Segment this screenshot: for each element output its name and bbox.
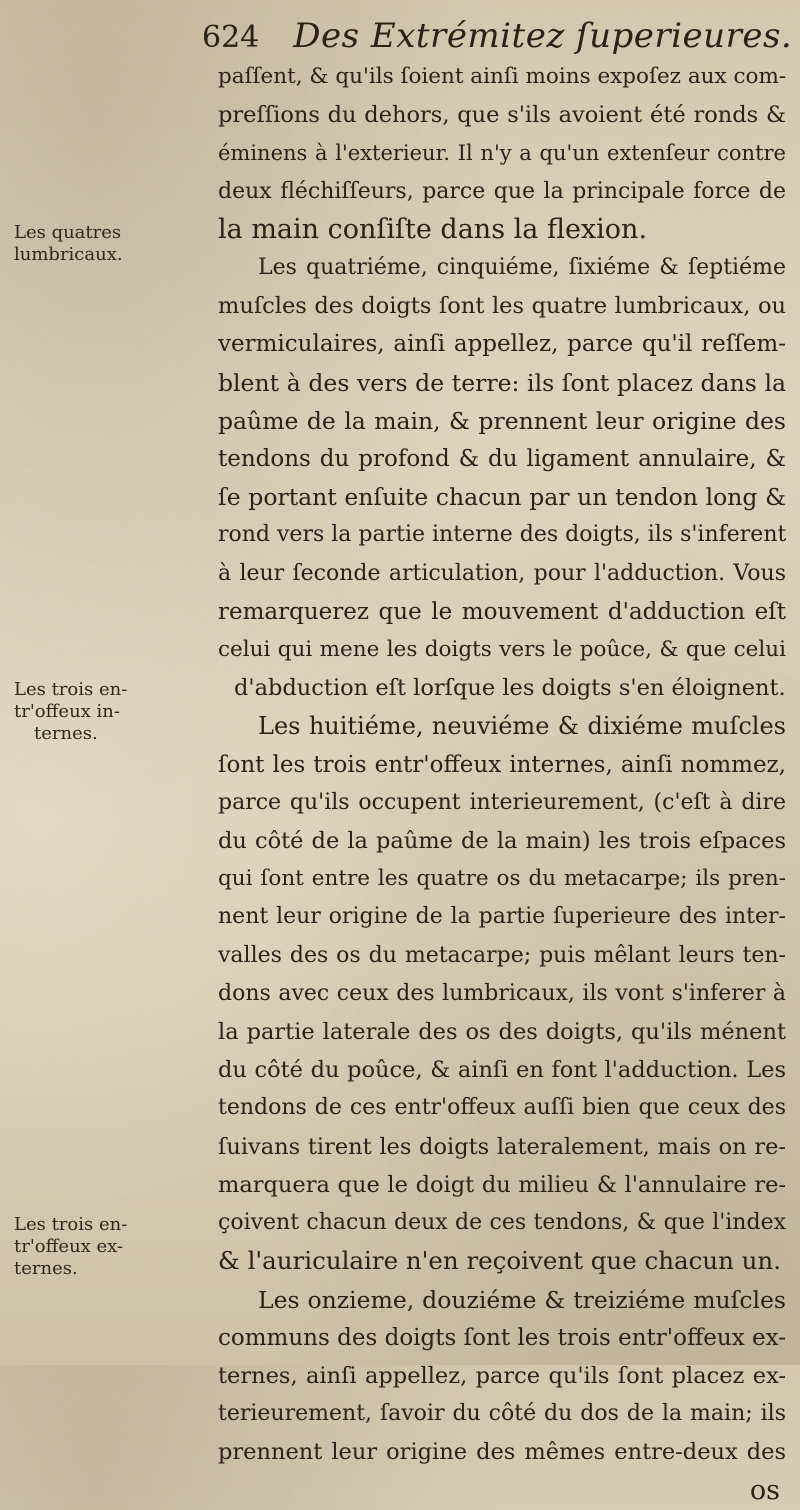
margin-note-interosseous-external (14, 1214, 204, 1280)
running-head (202, 14, 793, 60)
text-line: blent à des vers de terre: ils ſont placez dans la (218, 368, 786, 397)
text-line: celui qui mene les doigts vers le poûce, & que celui (218, 637, 786, 663)
text-line: remarquerez que le mouvement d'adduction eſt (218, 598, 786, 625)
text-line: çoivent chacun deux de ces tendons, & que l'index (218, 1210, 786, 1236)
text-line: éminens à l'exterieur. Il n'y a qu'un extenſeur contre (218, 141, 786, 166)
text-line: deux fléchiſſeurs, parce que la principale force de (218, 178, 786, 204)
margin-note-line: tr'offeux ex- (14, 1236, 124, 1257)
text-line: ſuivans tirent les doigts lateralement, mais on re- (218, 1133, 786, 1160)
text-line: vermiculaires, ainſi appellez, parce qu'il reſſem- (218, 331, 786, 358)
margin-note-line: tr'offeux in- (14, 701, 120, 722)
catchword: os (749, 1474, 780, 1506)
text-line: rond vers la partie interne des doigts, ils s'inferent (218, 522, 786, 548)
margin-note-line: Les quatres (14, 222, 122, 243)
text-line: paſſent, & qu'ils ſoient ainſi moins expoſez aux com- (218, 64, 786, 89)
margin-note-line: Les trois en- (14, 1214, 128, 1235)
text-line: d'abduction eſt lorſque les doigts s'en éloignent. (234, 675, 786, 702)
text-line: qui ſont entre les quatre os du metacarpe; ils pren- (218, 866, 786, 892)
text-line: prennent leur origine des mêmes entre-deux des (218, 1439, 786, 1466)
text-line: parce qu'ils occupent interieurement, (c'eſt à dire (218, 789, 786, 815)
text-line: marquera que le doigt du milieu & l'annulaire re- (218, 1171, 786, 1198)
text-line: muſcles des doigts ſont les quatre lumbricaux, ou (218, 293, 786, 320)
text-line: Les onzieme, douziéme & treiziéme muſcles (258, 1285, 786, 1314)
body-text (218, 58, 786, 1510)
text-line: ſe portant enſuite chacun par un tendon long & (218, 483, 786, 512)
text-line: preſſions du dehors, que s'ils avoient été ronds & (218, 102, 786, 129)
text-line: Les huitiéme, neuviéme & dixiéme muſcles (258, 712, 786, 741)
text-line: communs des doigts ſont les trois entr'offeux ex- (218, 1324, 786, 1351)
margin-note-line: Les trois en- (14, 679, 128, 700)
page-number: 624 (202, 20, 260, 55)
margin-note-line: lumbricaux. (14, 244, 123, 265)
text-line: & l'auriculaire n'en reçoivent que chacun un. (218, 1246, 781, 1276)
text-line: à leur ſeconde articulation, pour l'adduction. Vous (218, 560, 786, 586)
text-line: tendons de ces entr'offeux auſſi bien que ceux des (218, 1095, 786, 1121)
text-line: valles des os du metacarpe; puis mêlant leurs ten- (218, 942, 786, 968)
text-line: paûme de la main, & prennent leur origine des (218, 406, 786, 435)
margin-note-lumbricaux (14, 222, 204, 266)
margin-note-line: ternes. (14, 1258, 78, 1279)
text-line: tendons du profond & du ligament annulaire, & (218, 446, 786, 473)
text-line: dons avec ceux des lumbricaux, ils vont s'inferer à (218, 980, 786, 1006)
text-line: Les quatriéme, cinquiéme, ſixiéme & ſeptiéme (258, 255, 786, 281)
text-line: du côté du poûce, & ainſi en font l'adduction. Les (218, 1057, 786, 1084)
margin-note-interosseous-internal (14, 679, 204, 745)
text-line: la main conſiſte dans la flexion. (218, 213, 648, 245)
running-title: Des Extrémitez ſuperieures. (293, 16, 793, 56)
text-line: ternes, ainſi appellez, parce qu'ils ſont placez ex- (218, 1362, 786, 1389)
text-line: nent leur origine de la partie ſuperieure des inter- (218, 904, 786, 930)
text-line: la partie laterale des os des doigts, qu'ils ménent (218, 1019, 786, 1046)
margin-note-line: ternes. (34, 723, 98, 744)
text-line: du côté de la paûme de la main) les trois eſpaces (218, 828, 786, 855)
text-line: terieurement, ſavoir du côté du dos de la main; ils (218, 1401, 786, 1427)
text-line: ſont les trois entr'offeux internes, ainſi nommez, (218, 751, 786, 778)
